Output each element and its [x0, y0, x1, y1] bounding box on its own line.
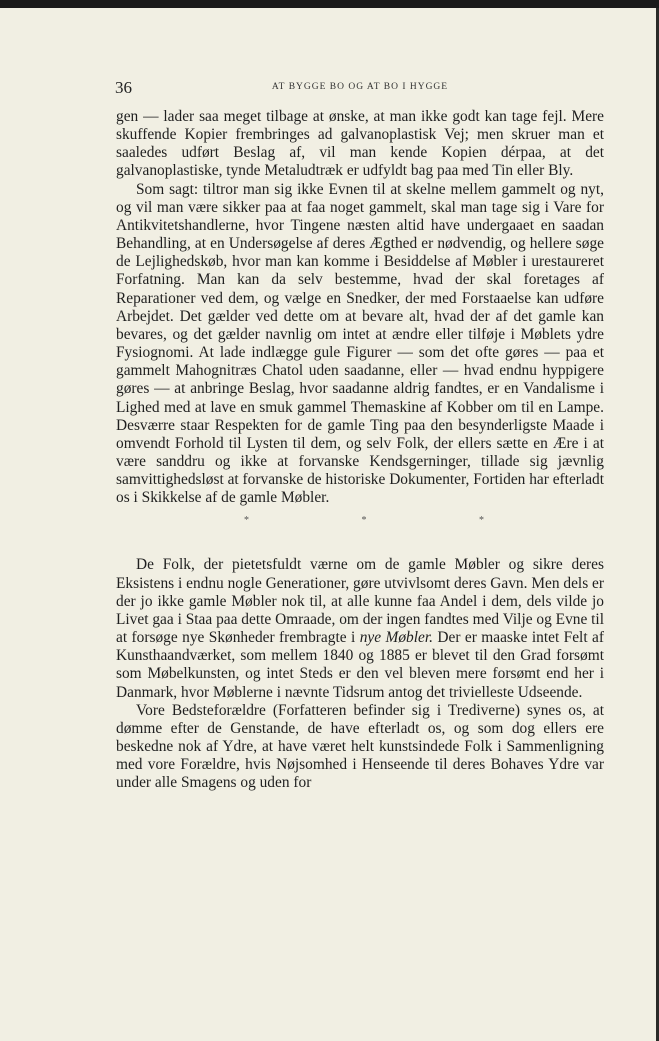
- separator-star-3: *: [479, 515, 484, 527]
- italic-phrase: nye Møbler.: [359, 629, 433, 647]
- body-text: [116, 108, 604, 792]
- section-separator: [244, 515, 484, 527]
- paragraph-grandparents: Vore Bedsteforældre (Forfatteren befinder sig i Trediverne) synes os, at dømme efter de Genstande, de have efterladt os, og som dog ellers ere beskedne nok af Ydre, at have været helt kunstsindede Folk i Sammenligning med vore Forældre, hvis Nøjsomhed i Henseende til deres Bohaves Ydre var under alle Smagens og uden for: [116, 701, 604, 792]
- separator-star-2: *: [361, 515, 367, 527]
- paragraph-new-furniture-start: De Folk, der pietetsfuldt værne om de gamle Møbler og sikre deres Eksistens i endnu nogle Generationer, gøre utvivlsomt deres Gavn. Men dels er der jo ikke gamle Møbler nok til, at alle kunne faa Andel i dem, dels vilde jo Livet gaa i Staa paa dette Omraade, om der ingen fandtes med Vilje og Evne til at forsøge nye Skønheder frembragte i: [116, 556, 604, 647]
- running-title: AT BYGGE BO OG AT BO I HYGGE: [271, 82, 449, 92]
- page-number: 36: [115, 78, 132, 97]
- page-header: [115, 78, 605, 98]
- paragraph-continued: gen — lader saa meget tilbage at ønske, at man ikke godt kan tage fejl. Mere skuffende Kopier frembringes ad galvanoplastisk Vej; men skruer man et saaledes udført Beslag af, vil man kende Kopien dérpaa, at det galvanoplastiske, tynde Metaludtræk er udfyldt bag paa med Tin eller Bly.: [116, 108, 604, 180]
- separator-star-1: *: [244, 515, 249, 527]
- paragraph-new-furniture: [116, 556, 604, 701]
- paragraph-new-furniture-end: Der er maaske intet Felt af Kunsthaandværket, som mellem 1840 og 1885 er blevet til den Grad forsømt som Møbelkunsten, og intet Steds er den vel bleven mere forsømt end her i Danmark, hvor Møblerne i nævnte Tidsrum antog det trivielleste Udseende.: [116, 629, 604, 701]
- paragraph-antiquity-dealers: Som sagt: tiltror man sig ikke Evnen til at skelne mellem gammelt og nyt, og vil man være sikker paa at faa noget gammelt, skal man tage sig i Vare for Antikvitetshandlerne, hvor Tingene næsten altid have undergaaet en saadan Behandling, at en Undersøgelse af deres Ægthed er nødvendig, og hellere søge de Lejlighedskøb, hvor man kan komme i Besiddelse af Møbler i urestaureret Forfatning. Man kan da selv bestemme, hvad der skal foretages af Reparationer ved dem, og vælge en Snedker, der med Forstaaelse kan udføre Arbejdet. Det gælder ved dette om at bevare alt, hvad der af det gamle kan bevares, og det gælder navnlig om intet at ændre eller tilføje i Møblets ydre Fysiognomi. At lade indlægge gule Figurer — som det ofte gøres — paa et gammelt Mahognitræs Chatol uden saadanne, eller — hvad endnu hyppigere gøres — at anbringe Beslag, hvor saadanne aldrig fandtes, er en Vandalisme i Lighed med at lave en smuk gammel Themaskine af Kobber om til en Lampe. Desværre staar Respekten for de gamle Ting paa den besynderligste Maade i omvendt Forhold til Lysten til dem, og selv Folk, der ellers sætte en Ære i at være sanddru og ikke at forvanske Kendsgerninger, tillade sig jævnlig samvittighedsløst at forvanske de historiske Dokumenter, Fortiden har efterladt os i Skikkelse af de gamle Møbler.: [116, 180, 604, 507]
